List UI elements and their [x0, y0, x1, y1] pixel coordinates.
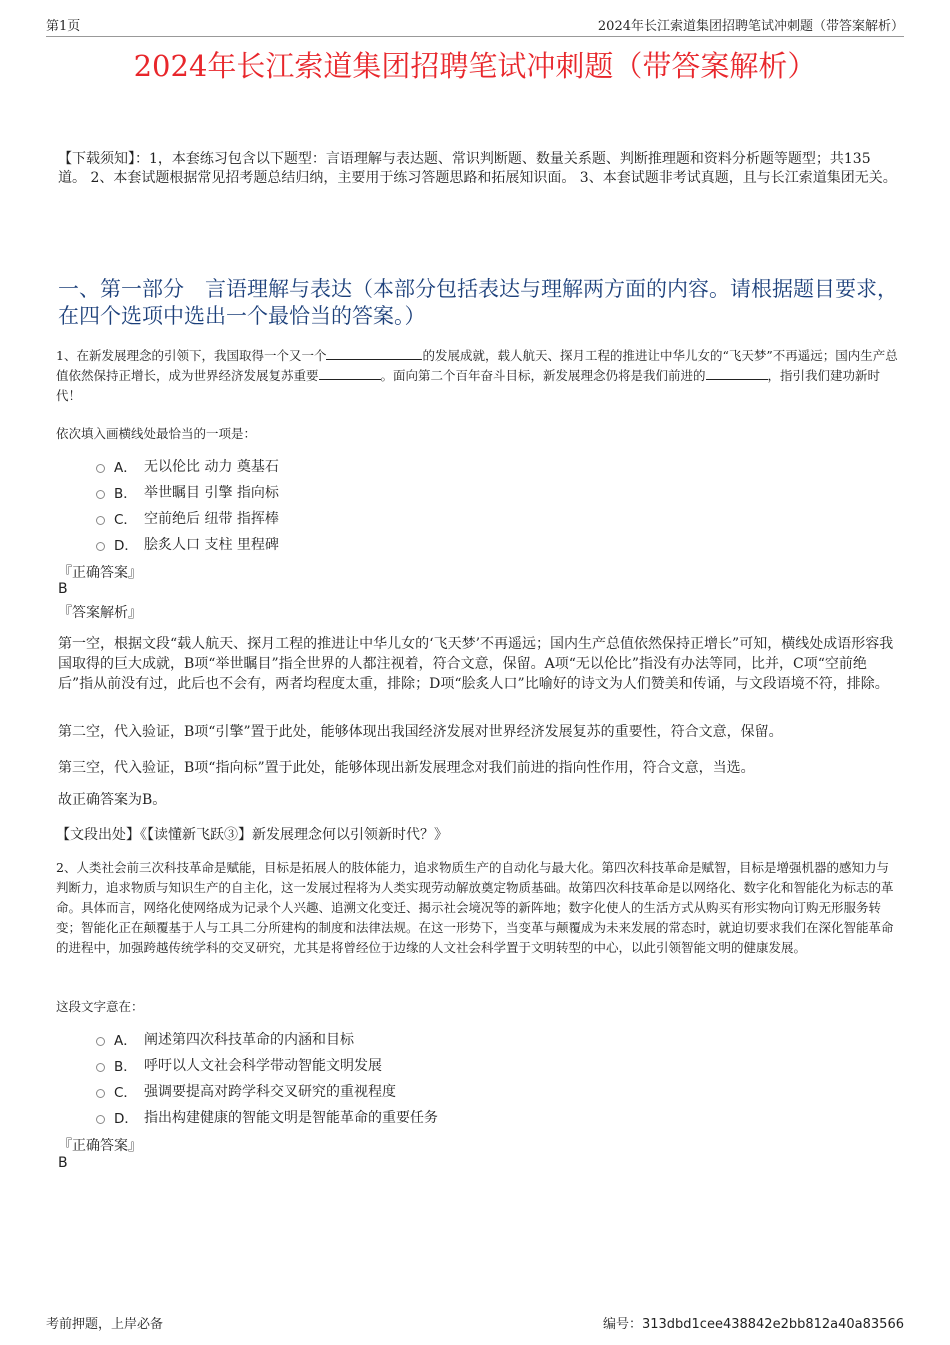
document-title: 2024年长江索道集团招聘笔试冲刺题（带答案解析）	[133, 49, 817, 83]
question-1-stem	[56, 346, 898, 406]
question-2-stem: 2、人类社会前三次科技革命是赋能，目标是拓展人的肢体能力，追求物质生产的自动化与最大化。第四次科技革命是赋智，目标是增强机器的感知力与判断力，追求物质与知识生产的自主化，这一发展过程将为人类实现劳动解放奠定物质基础。故第四次科技革命是以网络化、数字化和智能化为标志的革命。具体而言，网络化使网络成为记录个人兴趣、追溯文化变迁、揭示社会境况等的新阵地；数字化使人的生活方式从购买有形实物向订购无形服务转变；智能化正在颠覆基于人与工具二分所建构的制度和法律法规。在这一形势下，当变革与颠覆成为未来发展的常态时，就迫切要求我们在深化智能革命的进程中，加强跨越传统学科的交叉研究，尤其是将曾经位于边缘的人文社会科学置于文明转型的中心，以此引领智能文明的健康发展。	[56, 860, 894, 955]
page-footer	[46, 1313, 904, 1332]
question-1-prompt: 依次填入画横线处最恰当的一项是：	[56, 426, 257, 441]
radio-icon[interactable]	[96, 1089, 105, 1098]
section-heading: 一、第一部分 言语理解与表达（本部分包括表达与理解两方面的内容。请根据题目要求，在四个选项中选出一个最恰当的答案。）	[58, 277, 898, 328]
answer-label: 『正确答案』	[58, 565, 142, 581]
passage-source: 【文段出处】《【读懂新飞跃③】新发展理念何以引领新时代？》	[56, 827, 448, 843]
radio-icon[interactable]	[96, 1115, 105, 1124]
radio-icon[interactable]	[96, 1063, 105, 1072]
radio-icon[interactable]	[96, 1037, 105, 1046]
analysis-label: 『答案解析』	[58, 605, 142, 621]
analysis-paragraph: 第二空，代入验证，B项“引擎”置于此处，能够体现出我国经济发展对世界经济发展复苏的重要性，符合文意，保留。	[58, 724, 783, 740]
analysis-conclusion: 故正确答案为B。	[58, 792, 167, 808]
answer-label: 『正确答案』	[58, 1138, 142, 1154]
blank-2	[319, 367, 381, 380]
analysis-paragraph: 第一空，根据文段“载人航天、探月工程的推进让中华儿女的‘飞天梦’不再遥远；国内生产总值依然保持正增长”可知，横线处成语形容我国取得的巨大成就，B项“举世瞩目”指全世界的人都注视着，符合文意，保留。A项“无以伦比”指没有办法等同，比并，C项“空前绝后”指从前没有过，此后也不会有，两者均程度太重，排除；D项“脍炙人口”比喻好的诗文为人们赞美和传诵，与文段语境不符，排除。	[58, 636, 894, 692]
blank-1	[326, 347, 422, 360]
option-b[interactable]: B． 呼吁以人文社会科学带动智能文明发展	[96, 1052, 796, 1078]
q1-part-2: 的发展成就，载人航天、探月工程的推进让中华儿女的“飞天梦”不再遥远；国内生产总值依然保持正增长，成为世界经济发展复苏重要	[56, 348, 898, 383]
header-doc-title: 2024年长江索道集团招聘笔试冲刺题（带答案解析）	[597, 19, 904, 34]
option-d[interactable]: D． 脍炙人口 支柱 里程碑	[96, 531, 796, 557]
option-a[interactable]: A． 无以伦比 动力 奠基石	[96, 453, 796, 479]
radio-icon[interactable]	[96, 490, 105, 499]
answer-value: B	[58, 581, 68, 597]
download-notice: 【下载须知】：1，本套练习包含以下题型：言语理解与表达题、常识判断题、数量关系题、判断推理题和资料分析题等题型；共135道。 2、本套试题根据常见招考题总结归纳，主要用于练习答题思路和拓展知识面。 3、本套试题非考试真题，且与长江索道集团无关。	[58, 151, 897, 186]
radio-icon[interactable]	[96, 464, 105, 473]
option-b[interactable]: B． 举世瞩目 引擎 指向标	[96, 479, 796, 505]
question-2-options	[96, 1026, 796, 1130]
analysis-paragraph: 第三空，代入验证，B项“指向标”置于此处，能够体现出新发展理念对我们前进的指向性作用，符合文意，当选。	[58, 760, 755, 776]
question-2-prompt: 这段文字意在：	[56, 999, 144, 1014]
page-number: 第1页	[46, 19, 81, 34]
q1-part-1: 1、在新发展理念的引领下，我国取得一个又一个	[56, 348, 327, 363]
question-1-options	[96, 453, 796, 557]
q1-part-3: 。面向第二个百年奋斗目标，新发展理念仍将是我们前进的	[380, 368, 706, 383]
radio-icon[interactable]	[96, 542, 105, 551]
radio-icon[interactable]	[96, 516, 105, 525]
option-c[interactable]: C． 空前绝后 纽带 指挥棒	[96, 505, 796, 531]
option-d[interactable]: D． 指出构建健康的智能文明是智能革命的重要任务	[96, 1104, 796, 1130]
option-c[interactable]: C． 强调要提高对跨学科交叉研究的重视程度	[96, 1078, 796, 1104]
q1-part-4: ，指引我们建功新时代！	[56, 368, 881, 403]
footer-slogan: 考前押题，上岸必备	[46, 1317, 164, 1332]
page-header	[46, 14, 904, 37]
blank-3	[706, 367, 768, 380]
option-a[interactable]: A． 阐述第四次科技革命的内涵和目标	[96, 1026, 796, 1052]
answer-value: B	[58, 1155, 68, 1171]
footer-code: 编号：313dbd1cee438842e2bb812a40a83566	[602, 1317, 904, 1332]
